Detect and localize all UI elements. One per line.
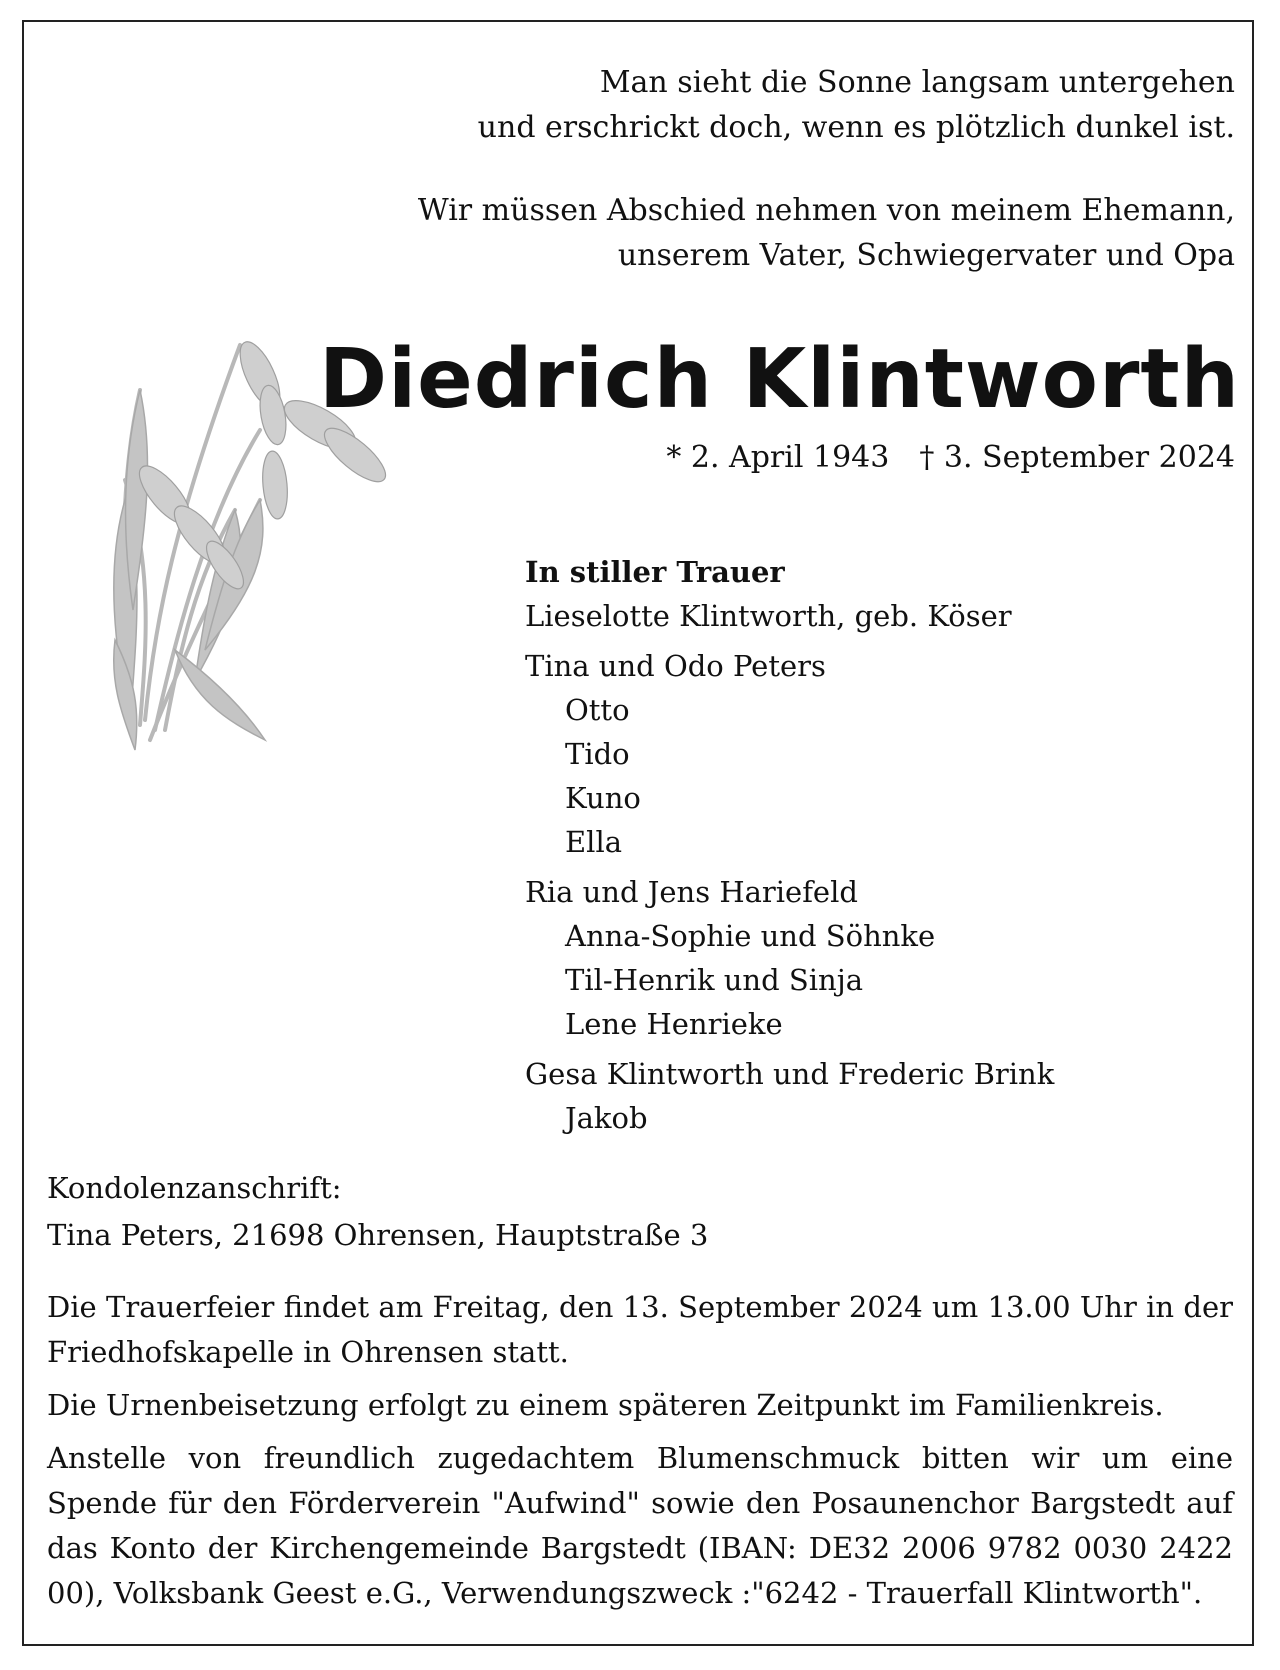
family-group [525,1052,1225,1140]
deceased-name: Diedrich Klintworth [319,332,1240,427]
child-name: Kuno [565,781,641,815]
burial-text: Die Urnenbeisetzung erfolgt zu einem späteren Zeitpunkt im Familienkreis. [47,1388,1164,1422]
child-name: Ella [565,825,623,859]
birth-date: * 2. April 1943 [666,440,890,475]
condolence-label: Kondolenzanschrift: [47,1171,342,1205]
child-name: Anna-Sophie und Söhnke [565,919,936,953]
child-name: Otto [565,693,630,727]
life-dates [666,438,1235,478]
condolence-address-text: Tina Peters, 21698 Ohrensen, Hauptstraße 3 [47,1218,709,1252]
spouse-name: Lieselotte Klintworth, geb. Köser [525,599,1012,633]
farewell-line: unserem Vater, Schwiegervater und Opa [617,238,1235,273]
child-name: Tido [565,737,630,771]
quote-line: Man sieht die Sonne langsam untergehen [599,65,1235,100]
parents-names: Tina und Odo Peters [525,649,826,683]
farewell-line: Wir müssen Abschied nehmen von meinem Ehemann, [417,193,1235,228]
parents-names: Ria und Jens Hariefeld [525,875,858,909]
child-name: Til-Henrik und Sinja [565,963,863,997]
family-group [525,644,1225,864]
death-date: † 3. September 2024 [919,440,1235,475]
child-name: Jakob [565,1101,648,1135]
child-name: Lene Henrieke [565,1007,783,1041]
donation-text: Anstelle von freundlich zugedachtem Blumenschmuck bitten wir um eine Spende für den Förderverein "Aufwind" sowie den Posaunenchor Bargstedt auf das Konto der Kirchengemeinde Bargstedt (IBAN: DE32 2006 9782 0030 2422 00), Volksbank Geest e.G., Verwendungszweck :"6242 - Trauerfall Klintworth". [47,1441,1233,1610]
mourners-list [525,550,1225,1140]
ceremony-text: Die Trauerfeier findet am Freitag, den 13. September 2024 um 13.00 Uhr in der Friedhofskapelle in Ohrensen statt. [47,1290,1233,1369]
parents-names: Gesa Klintworth und Frederic Brink [525,1057,1055,1091]
quote-line: und erschrickt doch, wenn es plötzlich dunkel ist. [477,110,1235,145]
family-group [525,870,1225,1046]
quote-block [335,60,1235,278]
ceremony-info [47,1285,1233,1624]
mourners-heading: In stiller Trauer [525,555,785,589]
condolence-address [47,1165,708,1259]
